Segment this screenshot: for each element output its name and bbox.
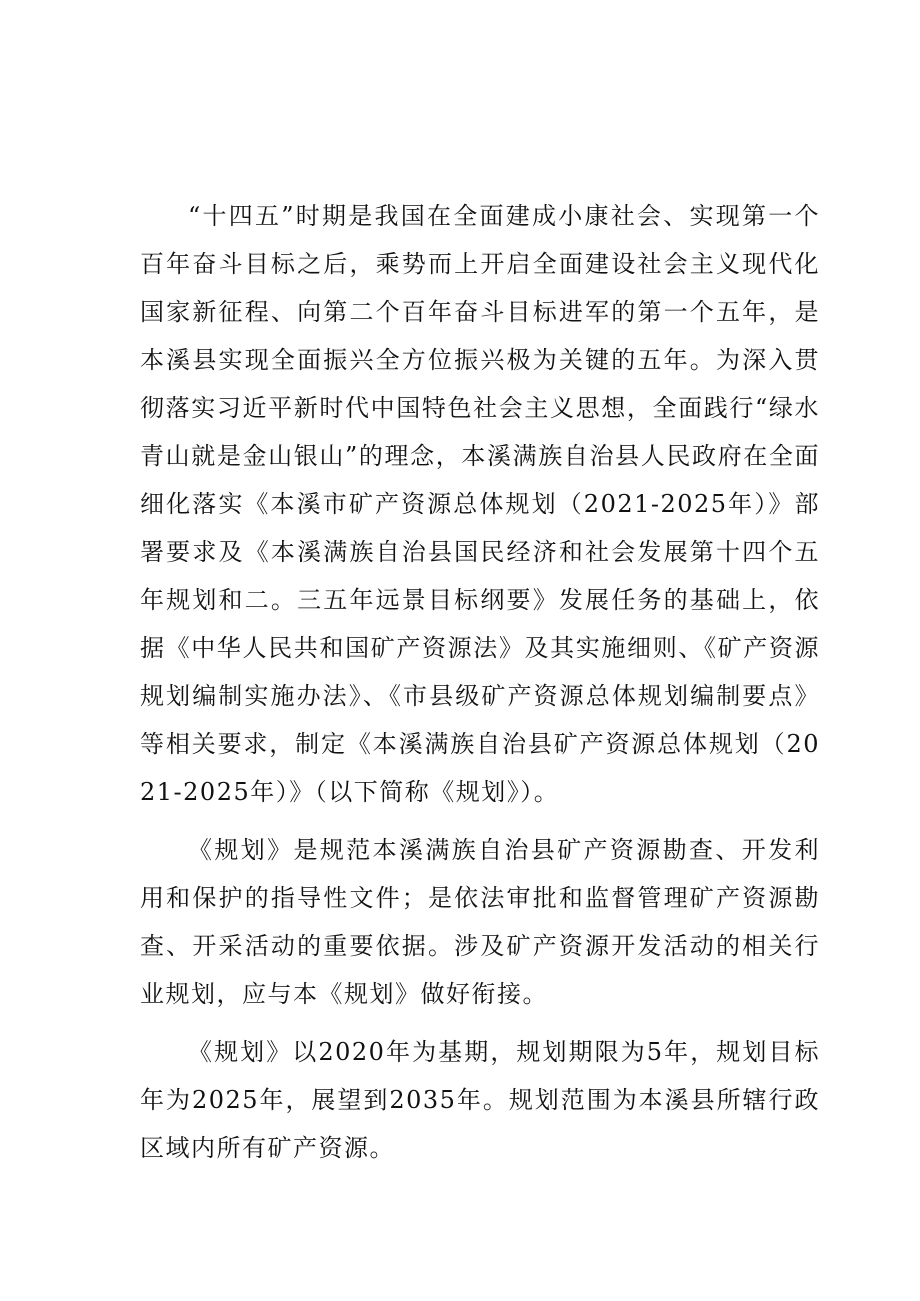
paragraph-background: “十四五”时期是我国在全面建成小康社会、实现第一个百年奋斗目标之后，乘势而上开启全面建设社会主义现代化国家新征程、向第二个百年奋斗目标进军的第一个五年，是本溪县实现全面振兴全方位振兴极为关键的五年。为深入贯彻落实习近平新时代中国特色社会主义思想，全面践行“绿水青山就是金山银山”的理念，本溪满族自治县人民政府在全面细化落实《本溪市矿产资源总体规划（2021-2025年）》部署要求及《本溪满族自治县国民经济和社会发展第十四个五年规划和二。三五年远景目标纲要》发展任务的基础上，依据《中华人民共和国矿产资源法》及其实施细则、《矿产资源规划编制实施办法》、《市县级矿产资源总体规划编制要点》等相关要求，制定《本溪满族自治县矿产资源总体规划（2021-2025年）》（以下简称《规划》）。 <box>140 202 820 806</box>
paragraph-nature: 《规划》是规范本溪满族自治县矿产资源勘查、开发利用和保护的指导性文件；是依法审批和监督管理矿产资源勘查、开采活动的重要依据。涉及矿产资源开发活动的相关行业规划，应与本《规划》做好衔接。 <box>140 836 820 1008</box>
document-body <box>140 192 820 1182</box>
paragraph-scope: 《规划》以2020年为基期，规划期限为5年，规划目标年为2025年，展望到2035年。规划范围为本溪县所辖行政区域内所有矿产资源。 <box>140 1038 820 1162</box>
